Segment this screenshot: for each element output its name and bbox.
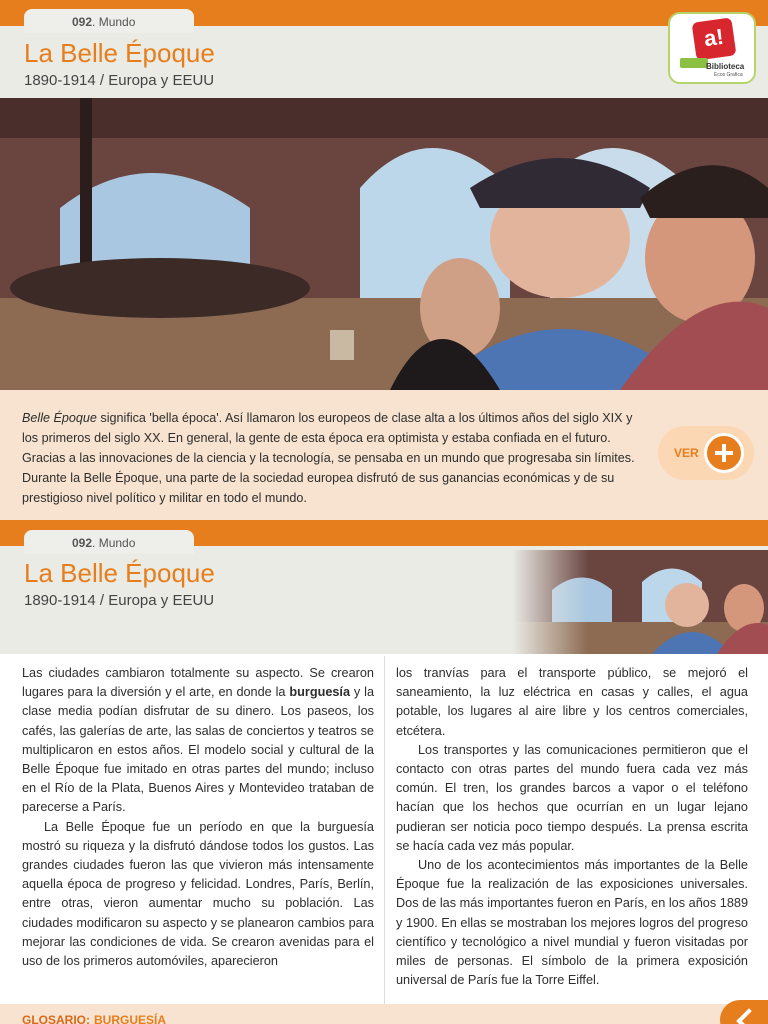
intro-text: [22, 408, 642, 508]
tab-section: . Mundo: [92, 15, 136, 29]
page-title: La Belle Époque: [24, 38, 215, 68]
right-paragraph-1: los tranvías para el transporte público, se mejoró el saneamiento, la luz eléctrica en casas y calles, el agua potable, los lugares al aire libre y los centros comerciales, etcétera.: [396, 666, 748, 738]
right-paragraph-2: Los transportes y las comunicaciones permitieron que el contacto con otras partes del mundo fuera cada vez más común. El tren, los grandes barcos a vapor o el teléfono hacían que los hechos que ocurrían en un lugar lejano pudieran ser noticia poco tiempo después. La prensa escrita se hacía cada vez más popular.: [396, 742, 748, 853]
column-divider: [384, 656, 385, 1004]
tab-number-2: 092: [72, 536, 93, 550]
page-subtitle: 1890-1914 / Europa y EEUU: [24, 72, 215, 89]
biblioteca-logo[interactable]: [668, 12, 756, 84]
hero-thumbnail: [512, 550, 768, 654]
glossary-label: GLOSARIO:: [22, 1013, 90, 1024]
left-paragraph-1: [22, 664, 374, 818]
left-p1-start: Las ciudades cambiaron totalmente su aspecto. Se crearon lugares para la diversión y el arte, en donde la: [22, 666, 374, 700]
cafe-scene-illustration: [0, 98, 768, 390]
intro-body: significa 'bella época'. Así llamaron los europeos de clase alta a los últimos años del siglo XIX y los primeros del siglo XX. En general, la gente de esta época era optimista y estaba confiada en el futuro. Gracias a las innovaciones de la ciencia y la tecnología, se pensaba en un mundo que progresaba sin límites. Durante la Belle Époque, una parte de la sociedad europea disfrutó de sus ganancias económicas y de su prestigioso nivel político y militar en todo el mundo.: [22, 411, 635, 505]
logo-subname: Ecos Grafica: [714, 72, 743, 78]
tab-section-2: . Mundo: [92, 536, 136, 550]
glossary-term[interactable]: BURGUESÍA: [94, 1013, 167, 1024]
page-subtitle-2: 1890-1914 / Europa y EEUU: [24, 592, 215, 609]
section-tab: [24, 9, 194, 33]
intro-term: Belle Époque: [22, 411, 97, 425]
back-arrow-button[interactable]: [720, 1000, 768, 1024]
ver-label: VER: [674, 446, 699, 460]
page-title-2: La Belle Époque: [24, 558, 215, 588]
article-left-column: [22, 664, 374, 971]
article-right-column: [396, 664, 748, 990]
right-paragraph-3: Uno de los acontecimientos más importantes de la Belle Époque fue la realización de las exposiciones universales. Dos de las más importantes fueron en París, en los años 1889 y 1900. En ellas se mostraban los mejores logros del progreso científico y tecnológico a nivel mundial y fueron visitadas por miles de personas. El símbolo de la primera exposición universal de París fue la Torre Eiffel.: [396, 858, 748, 988]
left-p1-end: y la clase media podían disfrutar de su dinero. Los paseos, los cafés, las galerías de arte, las salas de conciertos y teatros se multiplicaron en estos años. El modelo social y cultural de la Belle Époque fue imitado en otras partes del mundo; incluso en el Río de la Plata, Buenos Aires y Montevideo trataban de parecerse a París.: [22, 685, 375, 815]
glossary-term-link[interactable]: burguesía: [289, 685, 351, 700]
cafe-scene-thumbnail: [512, 550, 768, 654]
tab-number: 092: [72, 15, 93, 29]
section-tab-2: [24, 530, 194, 554]
logo-mark: a!: [692, 17, 737, 60]
intro-panel: [0, 390, 768, 520]
logo-name: Biblioteca: [706, 62, 745, 71]
hero-illustration: [0, 98, 768, 390]
book-icon: [680, 58, 708, 68]
left-paragraph-2: La Belle Époque fue un período en que la burguesía mostró su riqueza y la disfrutó dándose todos los gustos. Las grandes ciudades fueron las que vivieron más intensamente aquella época de progreso y felicidad. Londres, París, Berlín, entre otras, vieron aumentar mucho su población. Las ciudades modificaron su aspecto y se planearon cambios para mejorar las condiciones de vida. Se crearon avenidas para el uso de los primeros automóviles, aparecieron: [22, 819, 374, 969]
plus-icon[interactable]: [704, 433, 744, 473]
ver-button[interactable]: [658, 426, 754, 480]
glossary-bar: [0, 1004, 768, 1024]
